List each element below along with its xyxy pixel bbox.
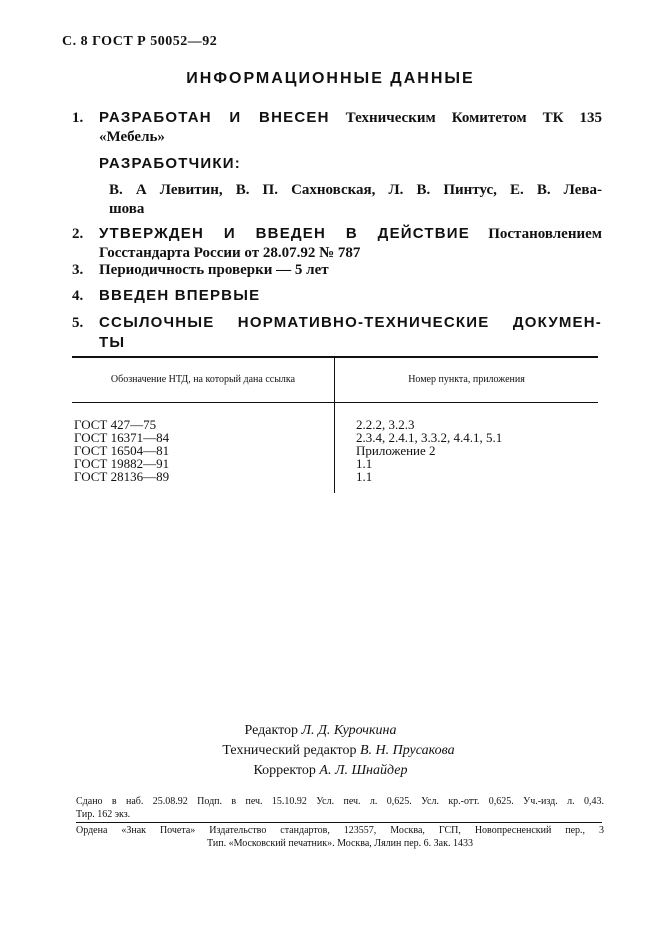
item-5 (72, 313, 602, 352)
credit-editor (0, 721, 661, 741)
section-title: ИНФОРМАЦИОННЫЕ ДАННЫЕ (186, 70, 475, 87)
developers-line1: В. А Левитин, В. П. Сахновская, Л. В. Пинтус, Е. В. Лева- (109, 182, 602, 198)
publisher-block (76, 824, 604, 850)
item-3-text: Периодичность проверки — 5 лет (99, 262, 329, 278)
table-cell-clause: Приложение 2 (356, 443, 436, 458)
imprint-block (76, 795, 604, 821)
imprint-line1: Сдано в наб. 25.08.92 Подп. в печ. 15.10.92 Усл. печ. л. 0,625. Усл. кр.-отт. 0,625. Уч.-изд. л. 0,43. (76, 796, 604, 807)
item-5-number: 5. (72, 315, 84, 331)
page-header: С. 8 ГОСТ Р 50052—92 (62, 34, 218, 49)
table-cell-designation: ГОСТ 427—75 (72, 403, 335, 432)
table-row (72, 470, 598, 493)
item-4-number: 4. (72, 288, 84, 304)
developers-line2: шова (109, 201, 145, 217)
item-1 (72, 108, 602, 147)
publisher-line: Ордена «Знак Почета» Издательство стандартов, 123557, Москва, ГСП, Новопресненский пер., 3 (76, 825, 604, 836)
table-header-designation: Обозначение НТД, на который дана ссылка (72, 357, 335, 403)
item-2-number: 2. (72, 226, 84, 242)
credit-role: Корректор (253, 763, 316, 778)
credit-name: В. Н. Прусакова (359, 743, 455, 758)
imprint-divider (76, 822, 602, 823)
item-1-heading: РАЗРАБОТАН И ВНЕСЕН (99, 109, 330, 126)
table-cell-clause: 1.1 (356, 469, 373, 484)
developers-label: РАЗРАБОТЧИКИ: (99, 155, 241, 172)
item-4 (72, 286, 602, 306)
table-cell-designation: ГОСТ 19882—91 (72, 457, 335, 470)
table-row (72, 403, 598, 432)
imprint-line2: Тир. 162 экз. (76, 809, 131, 820)
table-header-clause: Номер пункта, приложения (335, 357, 599, 403)
credit-name: Л. Д. Курочкина (301, 723, 397, 738)
table-cell-clause: 1.1 (356, 456, 373, 471)
credit-role: Редактор (244, 723, 299, 738)
table-cell-designation: ГОСТ 28136—89 (72, 470, 335, 493)
item-3 (72, 261, 602, 280)
reference-table (72, 356, 598, 493)
item-5-line2: ТЫ (99, 334, 126, 351)
item-2-text: Постановлением (488, 226, 602, 242)
credit-role: Технический редактор (222, 743, 357, 758)
developers-block (72, 154, 602, 219)
item-1-text: Техническим Комитетом ТК 135 (345, 110, 603, 126)
item-1-number: 1. (72, 110, 84, 126)
table-cell-designation: ГОСТ 16504—81 (72, 444, 335, 457)
printer-line: Тип. «Московский печатник». Москва, Лялин пер. 6. Зак. 1433 (207, 838, 473, 849)
credit-tech-editor (0, 741, 661, 761)
credits-block (0, 721, 661, 781)
table-cell-designation: ГОСТ 16371—84 (72, 431, 335, 444)
table-cell-clause: 2.2.2, 3.2.3 (356, 417, 415, 432)
item-2-heading: УТВЕРЖДЕН И ВВЕДЕН В ДЕЙСТВИЕ (99, 225, 470, 242)
credit-proofreader (0, 761, 661, 781)
credit-name: А. Л. Шнайдер (319, 763, 408, 778)
item-3-number: 3. (72, 262, 84, 278)
item-2 (72, 224, 602, 263)
item-2-line2: Госстандарта России от 28.07.92 № 787 (99, 245, 361, 261)
item-4-heading: ВВЕДЕН ВПЕРВЫЕ (99, 287, 261, 304)
table-cell-clause: 2.3.4, 2.4.1, 3.3.2, 4.4.1, 5.1 (356, 430, 503, 445)
item-1-line2: «Мебель» (99, 129, 165, 145)
item-5-heading: ССЫЛОЧНЫЕ НОРМАТИВНО-ТЕХНИЧЕСКИЕ ДОКУМЕН- (99, 314, 602, 331)
